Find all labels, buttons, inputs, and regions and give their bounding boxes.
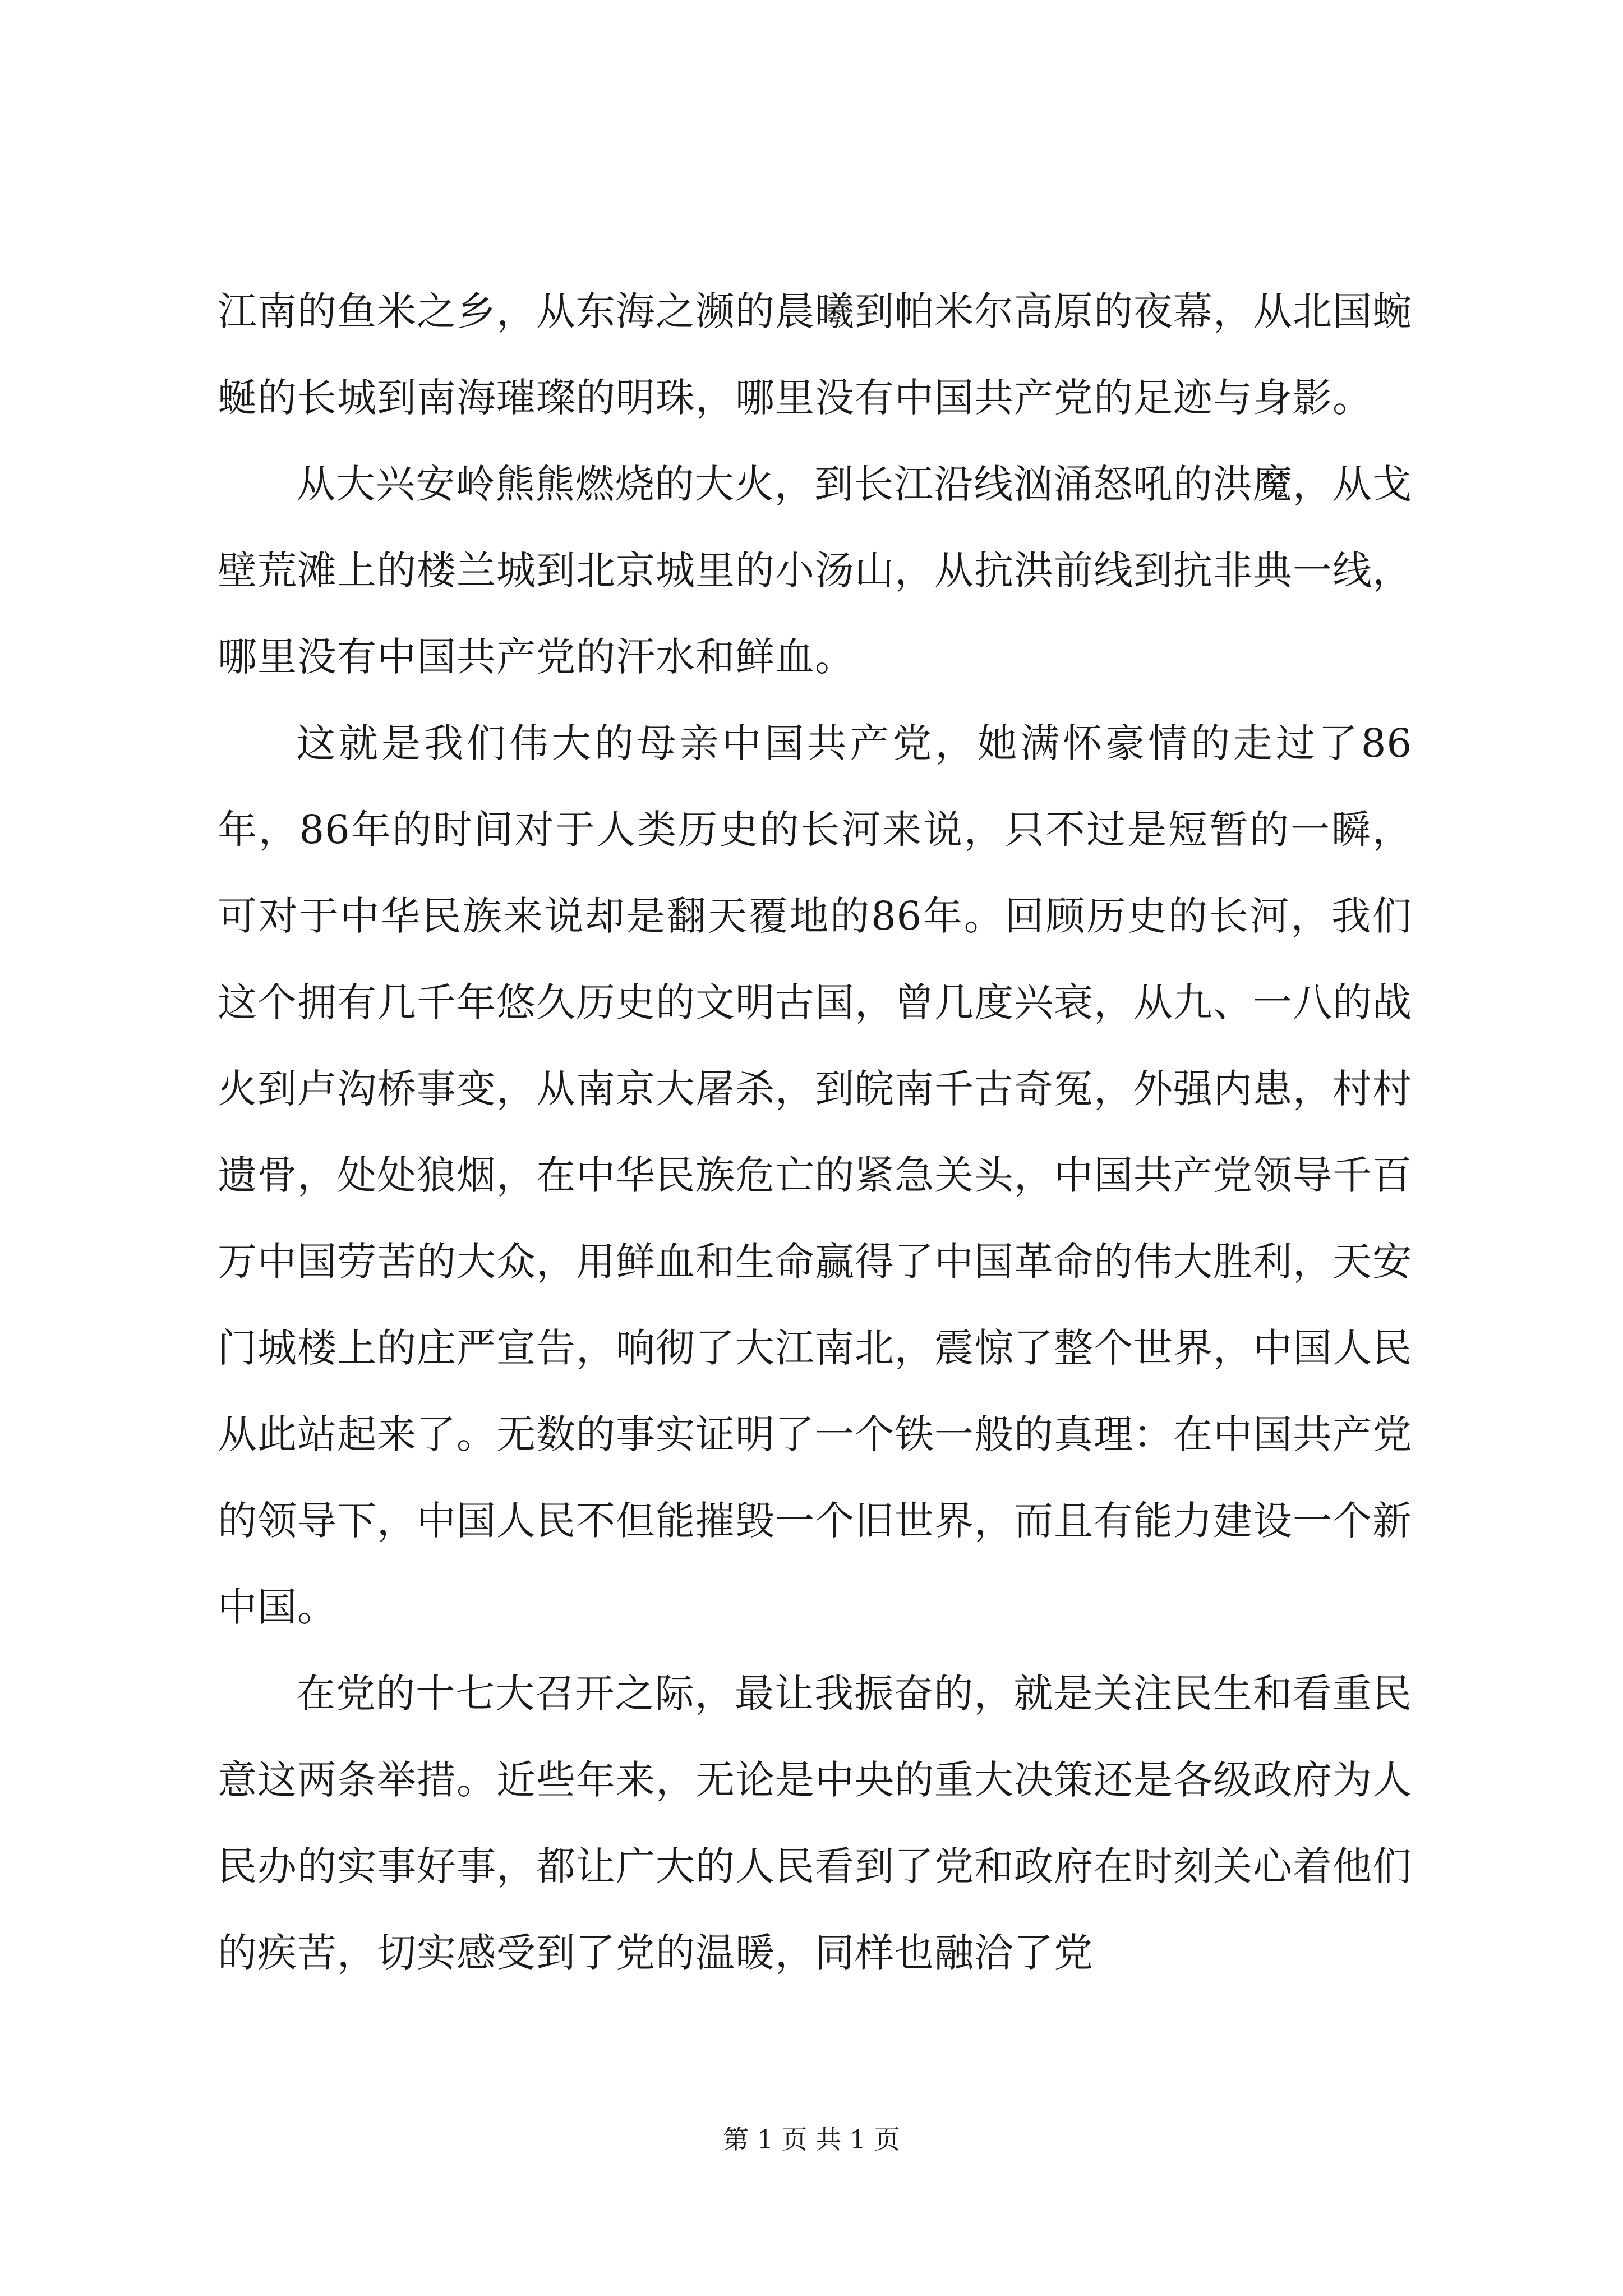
paragraph-2: 从大兴安岭熊熊燃烧的大火，到长江沿线汹涌怒吼的洪魔，从戈壁荒滩上的楼兰城到北京城里的小汤山，从抗洪前线到抗非典一线，哪里没有中国共产党的汗水和鲜血。 bbox=[218, 461, 1412, 680]
paragraph-1: 江南的鱼米之乡，从东海之濒的晨曦到帕米尔高原的夜幕，从北国蜿蜒的长城到南海璀璨的明珠，哪里没有中国共产党的足迹与身影。 bbox=[218, 288, 1412, 421]
paragraph-4: 在党的十七大召开之际，最让我振奋的，就是关注民生和看重民意这两条举措。近些年来，无论是中央的重大决策还是各级政府为人民办的实事好事，都让广大的人民看到了党和政府在时刻关心着他们的疾苦，切实感受到了党的温暖，同样也融洽了党 bbox=[218, 1671, 1412, 1976]
document-body bbox=[218, 268, 1412, 1996]
paragraph-3: 这就是我们伟大的母亲中国共产党，她满怀豪情的走过了86年，86年的时间对于人类历史的长河来说，只不过是短暂的一瞬，可对于中华民族来说却是翻天覆地的86年。回顾历史的长河，我们这个拥有几千年悠久历史的文明古国，曾几度兴衰，从九、一八的战火到卢沟桥事变，从南京大屠杀，到皖南千古奇冤，外强内患，村村遗骨，处处狼烟，在中华民族危亡的紧急关头，中国共产党领导千百万中国劳苦的大众，用鲜血和生命赢得了中国革命的伟大胜利，天安门城楼上的庄严宣告，响彻了大江南北，震惊了整个世界，中国人民从此站起来了。无数的事实证明了一个铁一般的真理：在中国共产党的领导下，中国人民不但能摧毁一个旧世界，而且有能力建设一个新中国。 bbox=[218, 720, 1412, 1630]
page-footer: 第 1 页 共 1 页 bbox=[723, 2124, 900, 2155]
